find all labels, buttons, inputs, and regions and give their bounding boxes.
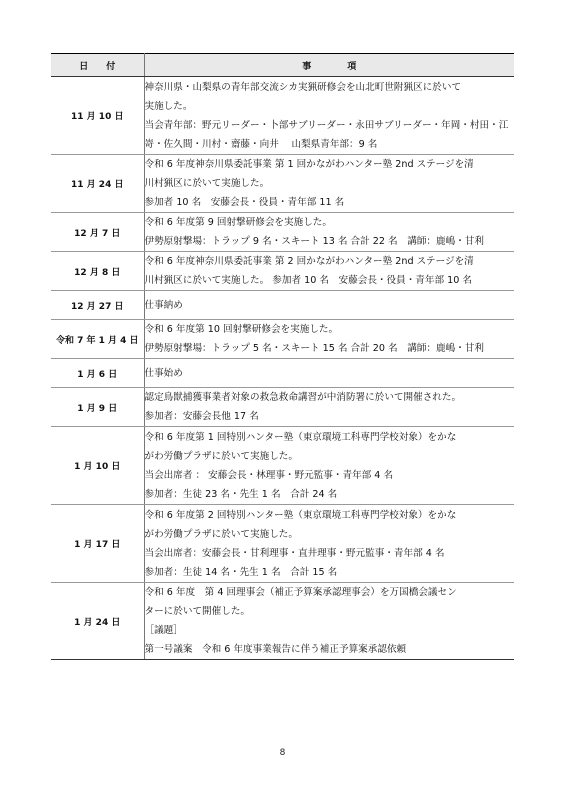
row-content-line: 伊勢原射撃場：トラップ 9 名・スキート 13 名 合計 22 名 講師：鹿嶋・甘利: [144, 236, 484, 247]
row-content-line: 嵜・佐久間・川村・齋藤・向井 山梨県青年部：9 名: [144, 138, 378, 150]
row-content: [144, 155, 514, 213]
table-row: [51, 583, 514, 660]
row-content-line: 参加者 10 名 安藤会長・役員・青年部 11 名: [144, 197, 345, 208]
table-row: [51, 359, 514, 388]
row-content-line: 令和 6 年度第 1 回特別ハンター塾（東京環境工科専門学校対象）をかな: [144, 431, 457, 443]
header-date: 日 付: [51, 54, 144, 77]
row-date: 1 月 9 日: [51, 388, 144, 427]
table-row: [51, 291, 514, 320]
row-date: 12 月 27 日: [51, 291, 144, 320]
row-content-line: 令和 6 年度第 2 回特別ハンター塾（東京環境工科専門学校対象）をかな: [144, 509, 457, 521]
table-row: [51, 252, 514, 291]
row-content-line: 令和 6 年度第 9 回射撃研修会を実施した。: [144, 217, 332, 228]
row-content: [144, 320, 514, 359]
row-content-line: ［議題］: [144, 625, 183, 636]
row-content-line: 令和 6 年度第 10 回射撃研修会を実施した。: [144, 324, 339, 335]
row-content-line: 当会青年部：野元リーダー・卜部サブリーダー・永田サブリーダー・年岡・村田・江: [144, 119, 509, 131]
row-date: 令和 7 年 1 月 4 日: [51, 320, 144, 359]
row-date: 11 月 24 日: [51, 155, 144, 213]
row-content-line: 神奈川県・山梨県の青年部交流シカ実猟研修会を山北町世附猟区に於いて: [144, 81, 462, 93]
row-date: 1 月 6 日: [51, 359, 144, 388]
row-content-line: がわ労働プラザに於いて実施した。: [144, 528, 298, 540]
row-content: [144, 252, 514, 291]
table-row: [51, 505, 514, 583]
row-content-line: 参加者：生徒 23 名・先生 1 名 合計 24 名: [144, 488, 338, 500]
table-row: [51, 77, 514, 155]
row-date: 1 月 10 日: [51, 427, 144, 505]
row-content: [144, 388, 514, 427]
row-date: 1 月 24 日: [51, 583, 144, 660]
row-content-line: 参加者：生徒 14 名・先生 1 名 合計 15 名: [144, 566, 338, 578]
row-content-line: 仕事納め: [144, 299, 183, 311]
row-content: [144, 291, 514, 320]
row-content: [144, 427, 514, 505]
row-content-line: 認定鳥獣捕獲事業者対象の救急救命講習が中消防署に於いて開催された。: [144, 392, 462, 403]
row-content: [144, 77, 514, 155]
row-date: 11 月 10 日: [51, 77, 144, 155]
row-content-line: 当会出席者：安藤会長・甘利理事・直井理事・野元監事・青年部 4 名: [144, 547, 445, 559]
table-row: [51, 155, 514, 213]
table-row: [51, 427, 514, 505]
page-number: 8: [279, 748, 286, 758]
row-content-line: ターに於いて開催した。: [144, 606, 251, 617]
row-content-line: がわ労働プラザに於いて実施した。: [144, 450, 298, 462]
row-content-line: 伊勢原射撃場：トラップ 5 名・スキート 15 名 合計 20 名 講師：鹿嶋・甘利: [144, 343, 484, 354]
row-content: [144, 359, 514, 388]
row-content-line: 川村猟区に於いて実施した。 参加者 10 名 安藤会長・役員・青年部 10 名: [144, 275, 472, 286]
row-content-line: 令和 6 年度神奈川県委託事業 第 2 回かながわハンター塾 2nd ステージを清: [144, 256, 474, 267]
row-content: [144, 583, 514, 660]
table-row: [51, 213, 514, 252]
row-content-line: 当会出席者 ： 安藤会長・林理事・野元監事・青年部 4 名: [144, 469, 394, 481]
activity-log-table: [51, 53, 514, 660]
header-event: 事 項: [144, 54, 514, 77]
row-content-line: 実施した。: [144, 100, 193, 112]
row-content-line: 令和 6 年度神奈川県委託事業 第 1 回かながわハンター塾 2nd ステージを清: [144, 159, 474, 170]
row-content-line: 参加者：安藤会長他 17 名: [144, 411, 259, 422]
table-row: [51, 320, 514, 359]
row-content-line: 第一号議案 令和 6 年度事業報告に伴う補正予算案承認依頼: [144, 644, 407, 655]
table-header-row: [51, 54, 514, 77]
row-content-line: 仕事始め: [144, 367, 183, 379]
row-content-line: 川村猟区に於いて実施した。: [144, 178, 270, 189]
row-content: [144, 213, 514, 252]
row-date: 1 月 17 日: [51, 505, 144, 583]
row-date: 12 月 8 日: [51, 252, 144, 291]
row-content-line: 令和 6 年度 第 4 回理事会（補正予算案承認理事会）を万国橋会議セン: [144, 587, 457, 598]
table-body: [51, 77, 514, 660]
table-row: [51, 388, 514, 427]
row-content: [144, 505, 514, 583]
row-date: 12 月 7 日: [51, 213, 144, 252]
